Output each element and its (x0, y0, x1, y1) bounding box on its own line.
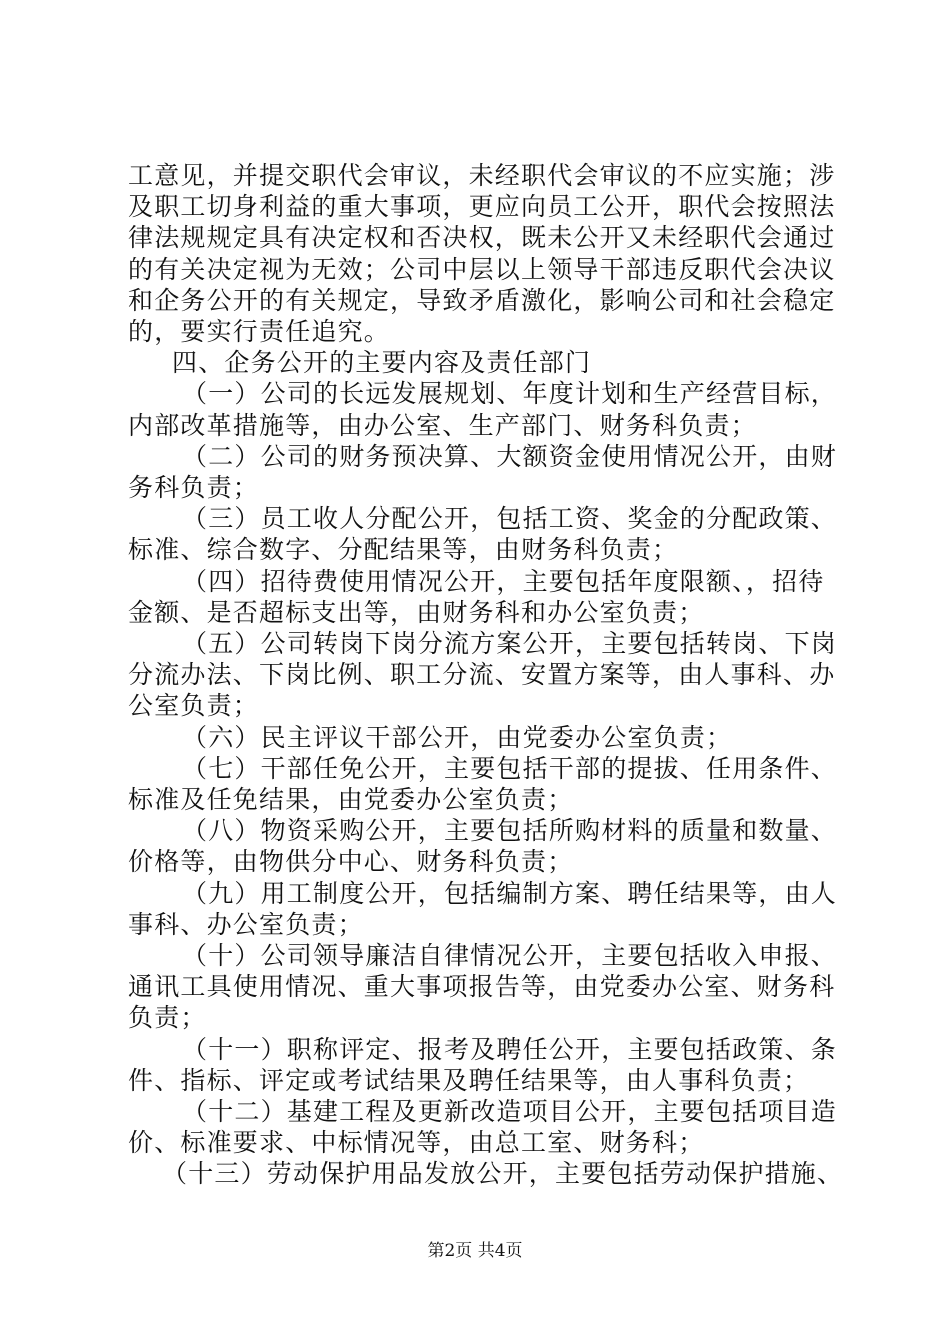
body-line: （四）招待费使用情况公开，主要包括年度限额、，招待 (182, 566, 825, 596)
body-line: （一）公司的长远发展规划、年度计划和生产经营目标， (182, 379, 838, 409)
body-line: 事科、办公室负责； (128, 909, 364, 939)
body-line: （七）干部任免公开，主要包括干部的提拔、任用条件、 (182, 753, 838, 783)
body-line: （三）员工收人分配公开，包括工资、奖金的分配政策、 (182, 504, 838, 534)
body-line: （十二）基建工程及更新改造项目公开，主要包括项目造 (182, 1097, 838, 1126)
body-line: 件、指标、评定或考试结果及聘任结果等，由人事科负责； (128, 1065, 810, 1095)
body-line: 价、标准要求、中标情况等，由总工室、财务科； (128, 1128, 705, 1158)
body-line: 务科负责； (128, 473, 260, 502)
body-line: 标准及任免结果，由党委办公室负责； (128, 785, 574, 814)
body-line: 律法规规定具有决定权和否决权，既未公开又未经职代会通过 (128, 223, 836, 253)
body-line: 公室负责； (128, 691, 260, 721)
section-heading: 四、企务公开的主要内容及责任部门 (172, 348, 592, 378)
body-line: （十）公司领导廉洁自律情况公开，主要包括收入申报、 (182, 941, 838, 970)
body-line: 标准、综合数字、分配结果等，由财务科负责； (128, 535, 679, 565)
body-line: （五）公司转岗下岗分流方案公开，主要包括转岗、下岗 (182, 629, 838, 658)
body-line: （十三）劳动保护用品发放公开，主要包括劳动保护措施、 (162, 1159, 844, 1189)
body-line: 价格等，由物供分中心、财务科负责； (128, 847, 574, 877)
body-line: （六）民主评议干部公开，由党委办公室负责； (182, 722, 733, 752)
body-line: 通讯工具使用情况、重大事项报告等，由党委办公室、财务科 (128, 972, 836, 1002)
page-footer: 第2页 共4页 (427, 1241, 523, 1261)
body-line: 负责； (128, 1003, 207, 1033)
body-line: 的，要实行责任追究。 (128, 317, 391, 346)
body-line: 内部改革措施等，由办公室、生产部门、财务科负责； (128, 410, 757, 440)
body-line: 分流办法、下岗比例、职工分流、安置方案等，由人事科、办 (128, 660, 836, 690)
body-line: （十一）职称评定、报考及聘任公开，主要包括政策、条 (182, 1034, 838, 1064)
body-line: （九）用工制度公开，包括编制方案、聘任结果等，由人 (182, 878, 838, 908)
body-line: 及职工切身利益的重大事项，更应向员工公开，职代会按照法 (128, 192, 836, 222)
body-line: 和企务公开的有关规定，导致矛盾激化，影响公司和社会稳定 (128, 285, 836, 315)
body-line: （八）物资采购公开，主要包括所购材料的质量和数量、 (182, 816, 838, 846)
body-line: 金额、是否超标支出等，由财务科和办公室负责； (128, 597, 705, 627)
body-line: （二）公司的财务预决算、大额资金使用情况公开，由财 (182, 441, 838, 471)
body-line: 的有关决定视为无效；公司中层以上领导干部违反职代会决议 (128, 254, 836, 284)
body-line: 工意见，并提交职代会审议，未经职代会审议的不应实施；涉 (128, 161, 836, 190)
